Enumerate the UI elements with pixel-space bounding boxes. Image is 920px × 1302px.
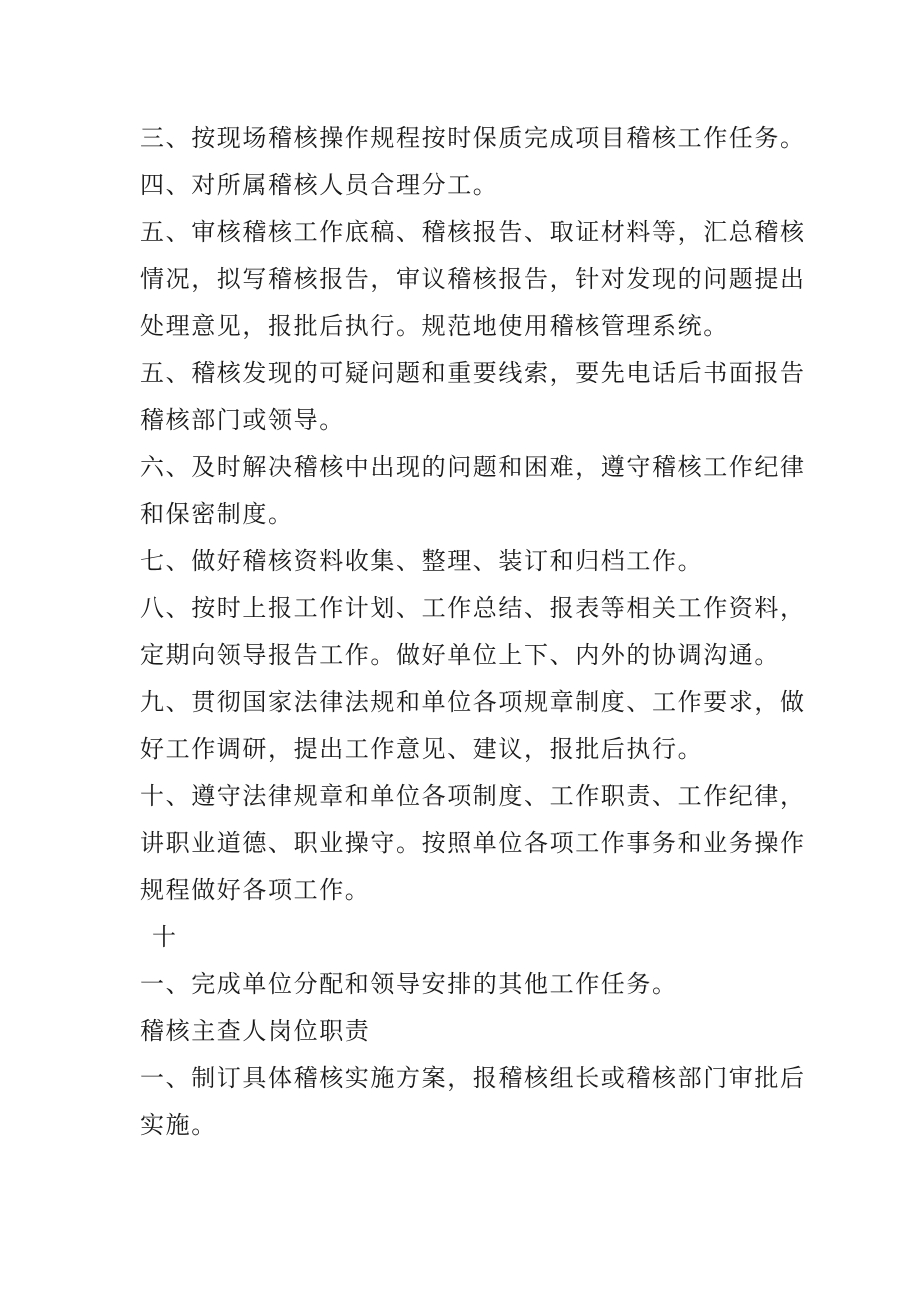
text-line: 十、遵守法律规章和单位各项制度、工作职责、工作纪律， <box>140 782 806 810</box>
text-line: 十 <box>152 923 178 951</box>
text-line: 八、按时上报工作计划、工作总结、报表等相关工作资料， <box>140 594 806 622</box>
document-body <box>140 115 806 1149</box>
text-line: 好工作调研，提出工作意见、建议，报批后执行。 <box>140 735 704 763</box>
text-line: 三、按现场稽核操作规程按时保质完成项目稽核工作任务。 <box>140 124 806 152</box>
text-line: 处理意见，报批后执行。规范地使用稽核管理系统。 <box>140 312 729 340</box>
text-line: 和保密制度。 <box>140 500 294 528</box>
text-line: 五、稽核发现的可疑问题和重要线索，要先电话后书面报告 <box>140 359 806 387</box>
text-line: 实施。 <box>140 1111 217 1139</box>
text-line: 情况，拟写稽核报告，审议稽核报告，针对发现的问题提出 <box>140 265 806 293</box>
text-line: 规程做好各项工作。 <box>140 876 371 904</box>
text-line: 五、审核稽核工作底稿、稽核报告、取证材料等，汇总稽核 <box>140 218 806 246</box>
text-line: 六、及时解决稽核中出现的问题和困难，遵守稽核工作纪律 <box>140 453 806 481</box>
section-heading: 稽核主查人岗位职责 <box>140 1017 371 1045</box>
text-line: 稽核部门或领导。 <box>140 406 345 434</box>
text-line: 七、做好稽核资料收集、整理、装订和归档工作。 <box>140 547 704 575</box>
text-line: 四、对所属稽核人员合理分工。 <box>140 171 499 199</box>
text-line: 定期向领导报告工作。做好单位上下、内外的协调沟通。 <box>140 641 780 669</box>
text-line: 一、完成单位分配和领导安排的其他工作任务。 <box>140 970 678 998</box>
text-line: 一、制订具体稽核实施方案，报稽核组长或稽核部门审批后 <box>140 1064 806 1092</box>
text-line: 九、贯彻国家法律法规和单位各项规章制度、工作要求，做 <box>140 688 806 716</box>
text-line: 讲职业道德、职业操守。按照单位各项工作事务和业务操作 <box>140 829 806 857</box>
